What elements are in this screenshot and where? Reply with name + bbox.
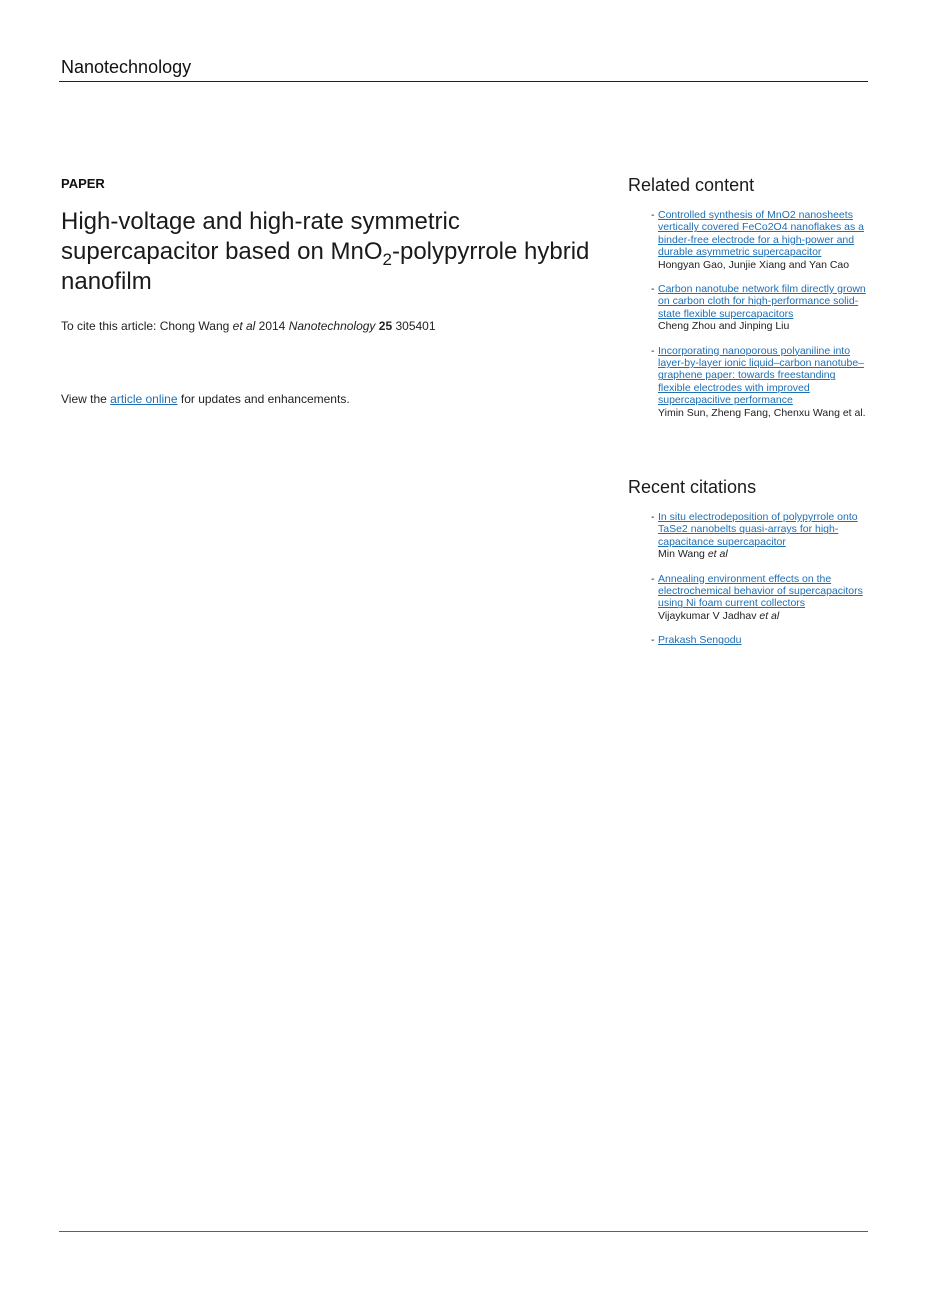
citation-authors-etal: et al bbox=[759, 609, 780, 622]
cite-etal: et al bbox=[232, 319, 256, 333]
view-prefix: View the bbox=[61, 392, 111, 406]
article-title-part1: High-voltage and high-rate symmetric supercapacitor based on MnO bbox=[61, 208, 460, 265]
citation-authors-etal: et al bbox=[707, 548, 728, 561]
article-online-link[interactable]: article online bbox=[110, 392, 178, 406]
recent-citations-list bbox=[651, 511, 867, 659]
view-suffix: for updates and enhancements. bbox=[177, 392, 350, 406]
recent-citations-heading: Recent citations bbox=[628, 477, 757, 497]
cite-number: 305401 bbox=[392, 319, 436, 333]
cite-prefix: To cite this article: Chong Wang bbox=[61, 319, 233, 333]
article-type-label: PAPER bbox=[61, 176, 105, 191]
related-item-link[interactable]: Incorporating nanoporous polyaniline into layer-by-layer ionic liquid–carbon nanotube–graphene paper: towards freestanding flexible electrodes with improved supercapacitive performance bbox=[658, 344, 865, 407]
cite-volume: 25 bbox=[378, 319, 393, 333]
citation-authors-names: Min Wang bbox=[658, 548, 705, 561]
citation-item-link[interactable]: Annealing environment effects on the electrochemical behavior of supercapacitors using Ni foam current collectors bbox=[658, 572, 863, 610]
citation-item: - In situ electrodeposition of polypyrrole onto TaSe2 nanobelts quasi-arrays for high-capacitance supercapacitor Min Wang et al bbox=[651, 511, 867, 561]
related-content-list bbox=[651, 209, 867, 431]
header-divider bbox=[59, 81, 868, 82]
article-title bbox=[61, 207, 621, 297]
citation-item-authors bbox=[658, 548, 867, 560]
journal-name: Nanotechnology bbox=[61, 57, 192, 77]
related-item-authors: Cheng Zhou and Jinping Liu bbox=[658, 320, 790, 333]
citation-item: - Annealing environment effects on the electrochemical behavior of supercapacitors using Ni foam current collectors Vijaykumar V Jadhav et al bbox=[651, 573, 867, 623]
related-content-heading: Related content bbox=[628, 175, 755, 195]
footer-divider bbox=[59, 1231, 868, 1232]
citation-authors-names: Vijaykumar V Jadhav bbox=[658, 609, 757, 622]
related-item-link[interactable]: Carbon nanotube network film directly grown on carbon cloth for high-performance solid-state flexible supercapacitors bbox=[658, 283, 866, 320]
related-item: - Incorporating nanoporous polyaniline into layer-by-layer ionic liquid–carbon nanotube–graphene paper: towards freestanding flexible electrodes with improved supercapacitive performance Yimin Sun, Zheng Fang, Chenxu Wang et al. bbox=[651, 344, 866, 419]
related-item: - Carbon nanotube network film directly grown on carbon cloth for high-performance solid-state flexible supercapacitors Cheng Zhou and Jinping Liu bbox=[651, 283, 866, 333]
article-title-part2: -polypyrrole hybrid nanofilm bbox=[61, 238, 590, 295]
citation-item-link[interactable]: In situ electrodeposition of polypyrrole onto TaSe2 nanobelts quasi-arrays for high-capacitance supercapacitor bbox=[658, 511, 858, 548]
view-online-line bbox=[61, 392, 350, 406]
citation-item-link[interactable]: Prakash Sengodu bbox=[658, 634, 742, 647]
related-item-link[interactable]: Controlled synthesis of MnO2 nanosheets vertically covered FeCo2O4 nanoflakes as a binder-free electrode for a high-power and durable asymmetric supercapacitor bbox=[658, 209, 865, 259]
citation-line bbox=[61, 319, 436, 333]
article-title-subscript: 2 bbox=[382, 250, 392, 269]
cite-journal: Nanotechnology bbox=[288, 319, 376, 333]
citation-item-authors bbox=[658, 610, 867, 622]
related-item-authors: Hongyan Gao, Junjie Xiang and Yan Cao bbox=[658, 258, 850, 271]
related-item: - Controlled synthesis of MnO2 nanosheets vertically covered FeCo2O4 nanoflakes as a binder-free electrode for a high-power and durable asymmetric supercapacitor Hongyan Gao, Junjie Xiang and Yan Cao bbox=[651, 209, 867, 271]
cite-year: 2014 bbox=[255, 319, 289, 333]
related-item-authors: Yimin Sun, Zheng Fang, Chenxu Wang et al. bbox=[658, 406, 866, 419]
citation-item: - Prakash Sengodu bbox=[651, 634, 867, 646]
